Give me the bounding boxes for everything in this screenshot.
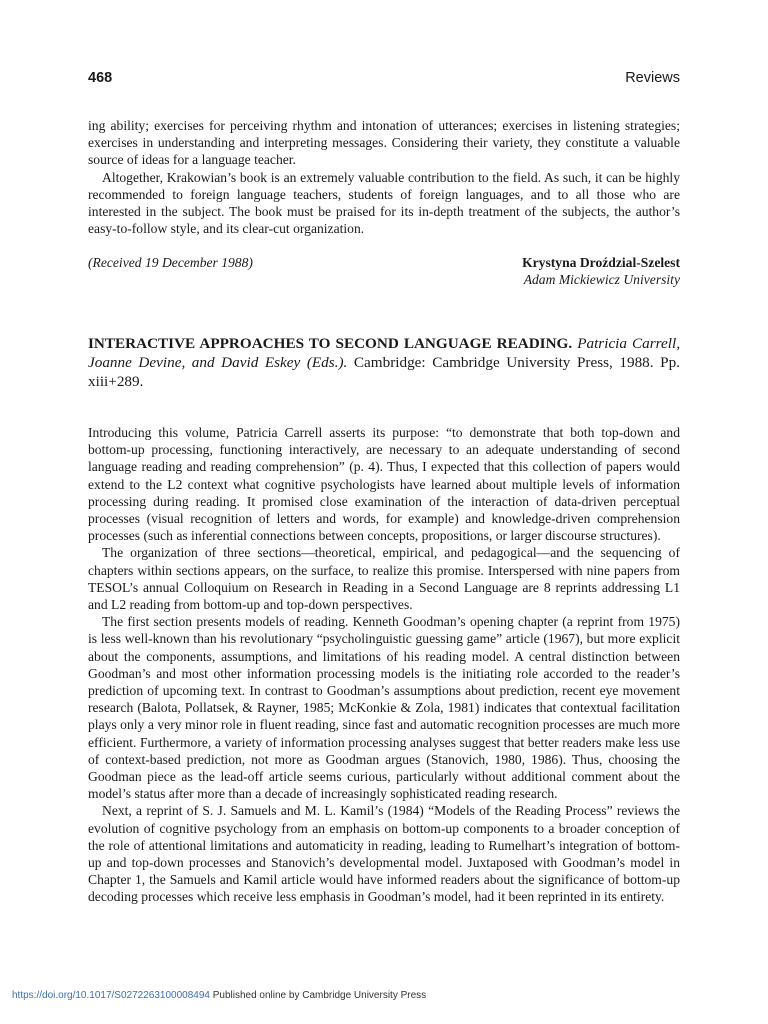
paragraph: The organization of three sections—theoretical, empirical, and pedagogical—and the sequencing of chapters within sections appears, on the surface, to realize this promise. Interspersed with nine papers from TESOL’s annual Colloquium on Research in Reading in a Second Language are 8 reprints addressing L1 and L2 reading from bottom-up and top-down perspectives. xyxy=(88,545,680,613)
page-header xyxy=(88,70,680,90)
book-publisher: Cambridge: Cambridge University Press, 1988. Pp. xiii+289. xyxy=(88,354,680,390)
published-note: Published online by Cambridge University Press xyxy=(209,990,427,1001)
received-date: (Received 19 December 1988) xyxy=(88,255,253,270)
review2-heading xyxy=(88,334,680,391)
review2-body xyxy=(88,424,680,906)
paragraph: Next, a reprint of S. J. Samuels and M. L. Kamil’s (1984) “Models of the Reading Process” reviews the evolution of cognitive psychology from an emphasis on bottom-up components to a broader conception of the role of attentional limitations and automaticity in reading, leading to Rumelhart’s integration of bottom-up and top-down processes and Stanovich’s developmental model. Juxtaposed with Goodman’s model in Chapter 1, the Samuels and Kamil article would have informed readers about the significance of bottom-up decoding processes which receive less emphasis in Goodman’s model, had it been reprinted in its entirety. xyxy=(88,803,680,905)
page-number: 468 xyxy=(88,70,113,86)
doi-link[interactable]: https://doi.org/10.1017/S0272263100008494 xyxy=(12,990,210,1001)
paragraph: ing ability; exercises for perceiving rhythm and intonation of utterances; exercises in listening strategies; exercises in understanding and interpreting messages. Considering their variety, they constitute a valuable source of ideas for a language teacher. xyxy=(88,118,680,168)
reviewer-affiliation: Adam Mickiewicz University xyxy=(523,272,680,288)
reviewer-name: Krystyna Droździal-Szelest xyxy=(522,255,680,270)
paragraph: Introducing this volume, Patricia Carrell asserts its purpose: “to demonstrate that both top-down and bottom-up processing, functioning interactively, are necessary to an adequate understanding of second language reading and reading comprehension” (p. 4). Thus, I expected that this collection of papers would extend to the L2 context what cognitive psychologists have learned about multiple levels of information processing during reading. It promised close examination of the interaction of data-driven perceptual processes (visual recognition of letters and words, for example) and knowledge-driven comprehension processes (such as inferential connections between concepts, propositions, or larger discourse structures). xyxy=(88,425,680,544)
paragraph: The first section presents models of reading. Kenneth Goodman’s opening chapter (a reprint from 1975) is less well-known than his revolutionary “psycholinguistic guessing game” article (1967), but more explicit about the components, assumptions, and limitations of his reading model. A central distinction between Goodman’s and most other information processing models is the initiating role accorded to the reader’s prediction of upcoming text. In contrast to Goodman’s assumptions about prediction, recent eye movement research (Balota, Pollatsek, & Rayner, 1985; McKonkie & Zola, 1981) indicates that contextual facilitation plays only a very minor role in fluent reading, since fast and automatic recognition processes are much more efficient. Furthermore, a variety of information processing analyses suggest that better readers make less use of context-based prediction, not more as Goodman argues (Stanovich, 1980, 1986). Thus, choosing the Goodman piece as the lead-off article seems curious, particularly without additional comment about the model’s status after more than a decade of increasingly sophisticated reading research. xyxy=(88,614,680,802)
paragraph: Altogether, Krakowian’s book is an extremely valuable contribution to the field. As such, it can be highly recommended to foreign language teachers, students of foreign languages, and to all those who are interested in the subject. The book must be praised for its in-depth treatment of the subjects, the author’s easy-to-follow style, and its clear-cut organization. xyxy=(88,169,680,237)
book-editors: Patricia Carrell, Joanne Devine, and David Eskey (Eds.). xyxy=(88,335,680,371)
book-title: INTERACTIVE APPROACHES TO SECOND LANGUAGE READING. xyxy=(88,335,573,352)
page-footer xyxy=(12,990,426,1001)
review1-body xyxy=(88,117,680,237)
section-title: Reviews xyxy=(625,70,680,86)
